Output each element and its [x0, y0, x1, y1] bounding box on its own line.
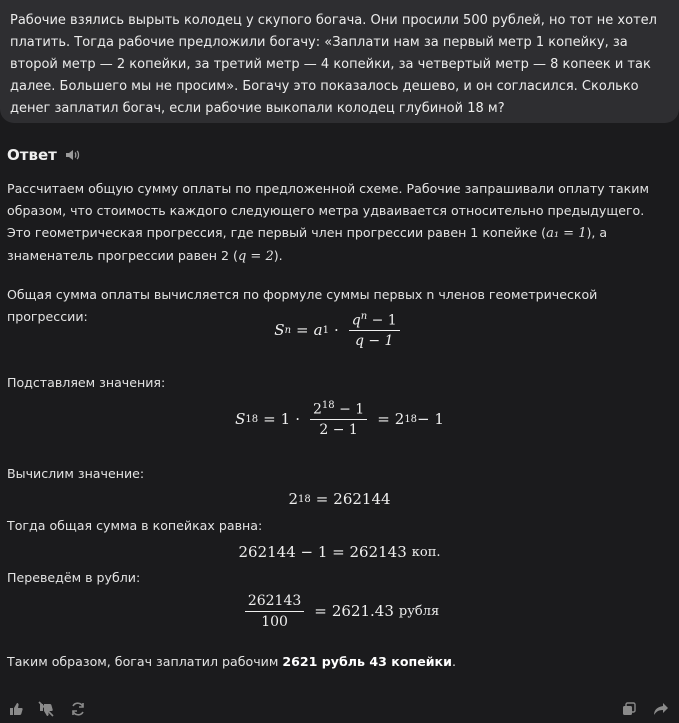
f1-den: q − 1	[354, 333, 394, 350]
f1-num-rest: − 1	[367, 312, 397, 329]
intro-text-3: ).	[273, 248, 283, 263]
f2-num-base: 2	[312, 401, 322, 418]
f5-val: 2621.43	[331, 602, 394, 620]
f1-num-sup: n	[360, 310, 368, 322]
f1-a: a	[313, 321, 323, 339]
copy-icon[interactable]	[621, 701, 637, 717]
question-text: Рабочие взялись вырыть колодец у скупого богача. Они просили 500 рублей, но тот не хотел платить. Тогда рабочие предложили богачу: «Заплати нам за первый метр 1 копейку, за второй метр — 2 копейки, за третий метр — 4 копейки, за четвертый метр — 8 копеек и так далее. Большего мы не просим». Богачу это показалось дешево, и он согласился. Сколько денег заплатил богач, если рабочие выкопали колодец глубиной 18 м?	[10, 13, 657, 116]
f2-lhs: S	[235, 410, 246, 428]
paragraph-rubles: Переведём в рубли:	[7, 570, 141, 585]
conclusion-bold: 2621 рубль 43 копейки	[282, 654, 452, 669]
formula-sum-general	[0, 310, 679, 350]
math-q: q = 2	[237, 249, 274, 264]
answer-header	[7, 146, 81, 164]
f2-r-sup: 18	[404, 413, 418, 425]
f2-fraction	[310, 400, 367, 439]
f3-base: 2	[288, 490, 298, 508]
f5-unit: рубля	[398, 603, 440, 619]
f5-num: 262143	[245, 593, 304, 612]
f2-num-sup: 18	[321, 399, 335, 411]
formula-power	[0, 487, 679, 511]
f5-fraction	[245, 593, 304, 630]
f2-lhs-sub: 18	[245, 413, 259, 425]
formula-rubles	[0, 590, 679, 632]
thumb-up-icon[interactable]	[8, 701, 24, 717]
intro-text-1: Рассчитаем общую сумму оплаты по предложенной схеме. Рабочие запрашивали оплату таким образом, что стоимость каждого следующего метра удваивается относительно предыдущего. Это геометрическая прогрессия, где первый член прогрессии равен 1 копейке (	[7, 181, 649, 240]
f2-one: 1	[280, 410, 291, 428]
f1-eq: =	[296, 321, 309, 339]
formula-sum-18	[0, 398, 679, 440]
f1-a-sub: 1	[322, 324, 329, 336]
paragraph-kopecks: Тогда общая сумма в копейках равна:	[7, 518, 263, 533]
conclusion-text-1: Таким образом, богач заплатил рабочим	[7, 654, 283, 669]
paragraph-formula-intro: Общая сумма оплаты вычисляется по формуле суммы первых n членов геометрической прогрессии:	[7, 287, 598, 324]
f2-eq: =	[263, 410, 276, 428]
f1-num-base: q	[351, 312, 361, 329]
paragraph-intro	[7, 178, 671, 268]
answer-title: Ответ	[7, 146, 57, 164]
math-a1: a₁ = 1	[546, 226, 587, 241]
f2-dot: ·	[295, 410, 300, 428]
f3-val: 262144	[333, 490, 391, 508]
f2-den: 2 − 1	[319, 422, 358, 439]
f1-lhs: S	[274, 321, 285, 339]
regenerate-icon[interactable]	[70, 701, 86, 717]
user-question-bubble	[0, 0, 679, 123]
f3-sup: 18	[297, 493, 311, 505]
f3-eq: =	[315, 490, 329, 508]
paragraph-substitute: Подставляем значения:	[7, 375, 166, 390]
paragraph-conclusion	[7, 651, 671, 673]
paragraph-compute: Вычислим значение:	[7, 466, 145, 481]
speaker-icon[interactable]	[65, 148, 81, 162]
f4-unit: коп.	[411, 544, 441, 560]
f1-fraction	[349, 311, 400, 350]
response-toolbar	[0, 698, 679, 722]
f4-text: 262144 − 1 = 262143	[238, 543, 407, 561]
share-icon[interactable]	[653, 701, 669, 717]
thumb-down-icon[interactable]	[38, 701, 54, 717]
conclusion-text-2: .	[451, 654, 456, 669]
formula-kopecks	[0, 540, 679, 564]
f2-r-rest: − 1	[417, 410, 444, 428]
intro-text-2: ), а знаменатель прогрессии равен 2 (	[7, 225, 608, 263]
f2-r-base: 2	[394, 410, 405, 428]
f1-lhs-sub: n	[284, 324, 292, 336]
f2-num-rest: − 1	[334, 401, 365, 418]
f2-eq2: =	[377, 410, 390, 428]
f1-dot: ·	[333, 321, 339, 339]
f5-eq: =	[314, 602, 327, 620]
f5-den: 100	[261, 613, 288, 630]
